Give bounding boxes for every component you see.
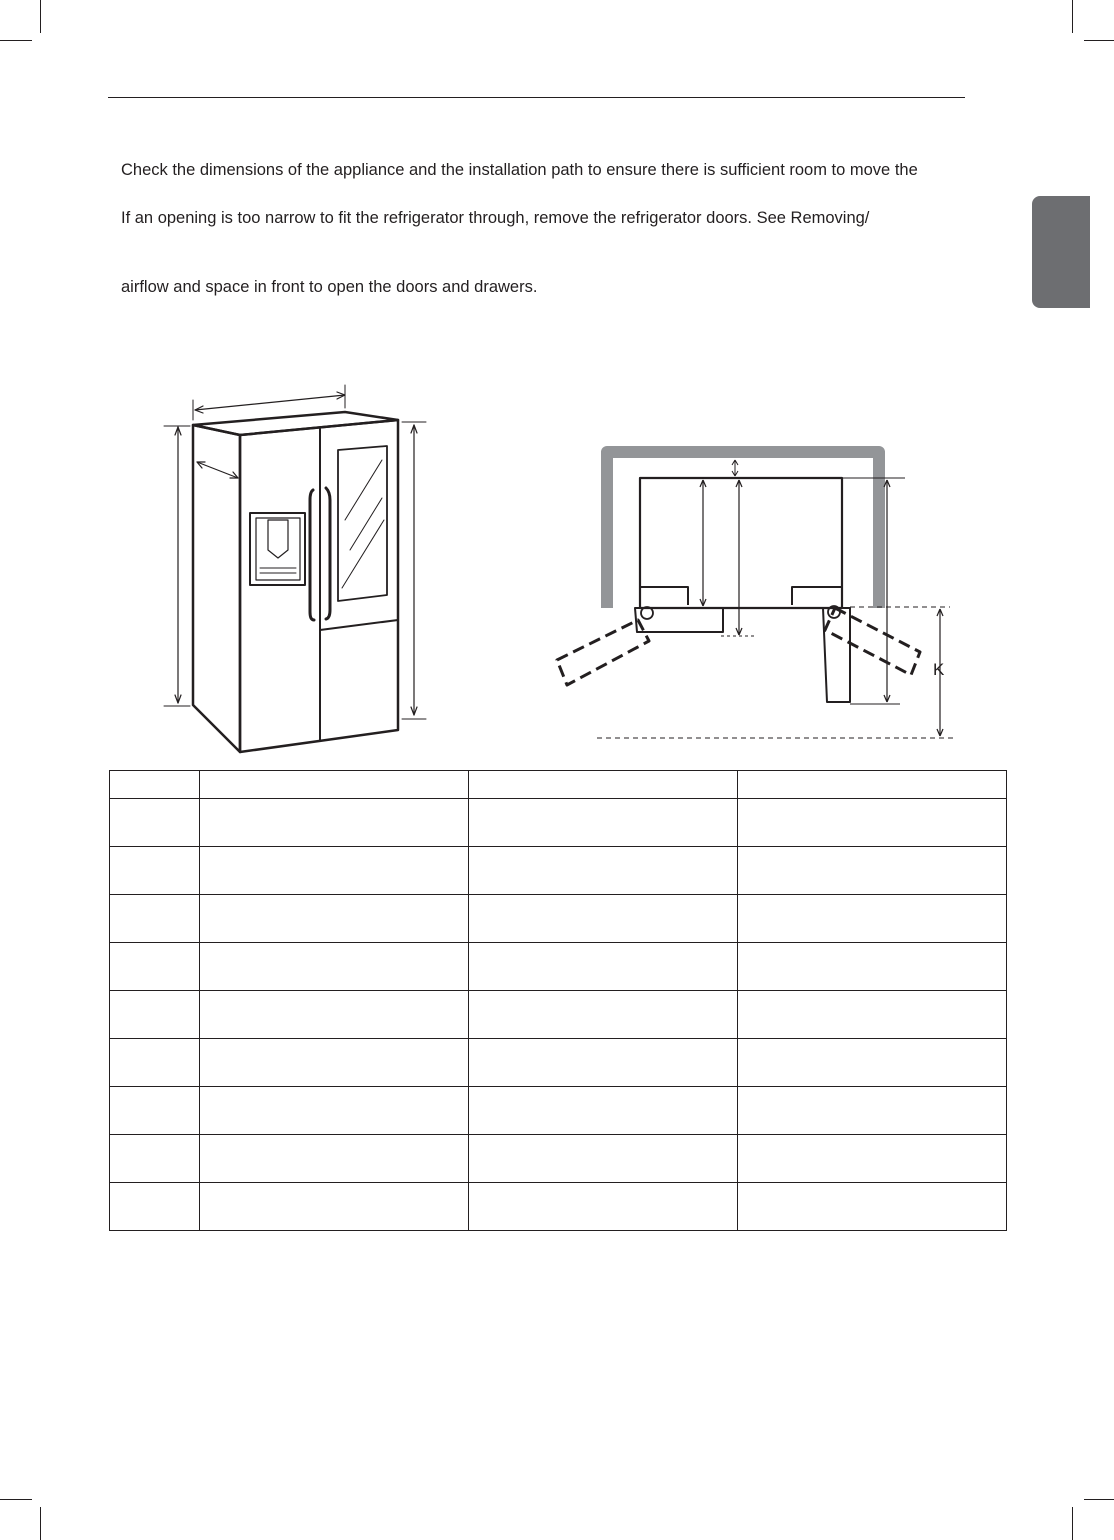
table-cell — [738, 799, 1007, 847]
table-cell — [200, 1087, 469, 1135]
header-rule — [108, 97, 965, 98]
crop-mark — [1084, 40, 1114, 41]
intro-line-1: Check the dimensions of the appliance and the installation path to ensure there is sufficient room to move the — [121, 161, 918, 179]
table-cell — [738, 1183, 1007, 1231]
table-row — [110, 799, 1007, 847]
table-row — [110, 1087, 1007, 1135]
table-header-cell — [110, 771, 200, 799]
table-header-cell — [738, 771, 1007, 799]
table-cell — [469, 1135, 738, 1183]
table-cell — [469, 1087, 738, 1135]
table-cell — [738, 895, 1007, 943]
table-cell — [200, 895, 469, 943]
table-cell — [738, 991, 1007, 1039]
table-cell — [738, 1135, 1007, 1183]
table-cell — [469, 847, 738, 895]
crop-mark — [1072, 0, 1073, 33]
table-header-row — [110, 771, 1007, 799]
table-cell — [110, 943, 200, 991]
dimensions-table — [109, 770, 1007, 1231]
table-cell — [110, 1087, 200, 1135]
table-cell — [110, 895, 200, 943]
language-tab — [1032, 196, 1090, 308]
refrigerator-dimensions-illustration — [150, 380, 440, 760]
crop-mark — [0, 1499, 32, 1500]
table-row — [110, 847, 1007, 895]
table-cell — [200, 943, 469, 991]
crop-mark — [40, 0, 41, 33]
table-cell — [110, 1135, 200, 1183]
table-cell — [738, 1087, 1007, 1135]
crop-mark — [1084, 1499, 1114, 1500]
table-cell — [738, 943, 1007, 991]
dimension-label-k: K — [933, 660, 945, 679]
table-cell — [469, 895, 738, 943]
table-cell — [200, 1039, 469, 1087]
table-row — [110, 895, 1007, 943]
table-cell — [200, 1135, 469, 1183]
clearance-diagram — [545, 440, 965, 760]
table-header-cell — [469, 771, 738, 799]
table-cell — [469, 1039, 738, 1087]
table-row — [110, 1135, 1007, 1183]
table-cell — [110, 1039, 200, 1087]
intro-line-2: If an opening is too narrow to fit the refrigerator through, remove the refrigerator doors. See Removing/ — [121, 209, 870, 227]
table-cell — [469, 1183, 738, 1231]
intro-line-3: airflow and space in front to open the doors and drawers. — [121, 278, 538, 296]
table-cell — [200, 1183, 469, 1231]
table-row — [110, 1183, 1007, 1231]
table-cell — [110, 1183, 200, 1231]
table-cell — [200, 991, 469, 1039]
table-cell — [110, 847, 200, 895]
table-cell — [469, 943, 738, 991]
table-cell — [110, 799, 200, 847]
table-row — [110, 1039, 1007, 1087]
table-cell — [469, 799, 738, 847]
table-header-cell — [200, 771, 469, 799]
table-cell — [110, 991, 200, 1039]
table-cell — [200, 847, 469, 895]
table-cell — [738, 1039, 1007, 1087]
table-row — [110, 991, 1007, 1039]
crop-mark — [1072, 1507, 1073, 1540]
crop-mark — [40, 1507, 41, 1540]
table-cell — [469, 991, 738, 1039]
table-cell — [200, 799, 469, 847]
crop-mark — [0, 40, 32, 41]
table-row — [110, 943, 1007, 991]
table-cell — [738, 847, 1007, 895]
